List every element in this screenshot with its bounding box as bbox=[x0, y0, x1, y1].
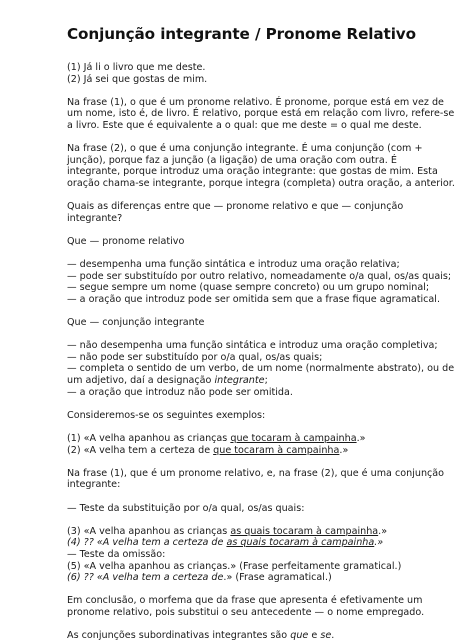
list-item: — pode ser substituído por outro relativo, nomeadamente o/a qual, os/as quais; bbox=[67, 270, 452, 282]
section-heading-conjunction: Que — conjunção integrante bbox=[67, 317, 205, 329]
italic-term: integrante bbox=[214, 375, 265, 387]
example-text: .» (Frase agramatical.) bbox=[223, 572, 332, 584]
paragraph-line: integrante: bbox=[67, 479, 121, 491]
question-line: Quais as diferenças entre que — pronome relativo e que — conjunção bbox=[67, 201, 404, 213]
example-text: (4) ?? « bbox=[67, 537, 103, 549]
example-text: (3) «A velha apanhou as crianças bbox=[67, 525, 231, 537]
paragraph-line: Consideremos-se os seguintes exemplos: bbox=[67, 409, 266, 421]
example-line bbox=[67, 572, 462, 584]
document-page bbox=[67, 24, 462, 642]
list-text: ; bbox=[264, 375, 268, 387]
italic-term: se bbox=[320, 630, 332, 642]
example-text: (1) «A velha apanhou as crianças bbox=[67, 433, 231, 444]
example-text: .» bbox=[356, 433, 366, 444]
paragraph-line: um nome, isto é, de livro. É relativo, porque está em relação com livro, refere-se bbox=[67, 108, 455, 120]
italic-term: que bbox=[290, 630, 309, 642]
paragraph-text: As conjunções subordinativas integrantes são bbox=[67, 630, 291, 642]
paragraph-line: Na frase (2), o que é uma conjunção integrante. É uma conjunção (com + bbox=[67, 143, 423, 155]
list-item: — completa o sentido de um verbo, de um nome (normalmente abstrato), ou de bbox=[67, 363, 455, 375]
underlined-clause: que tocaram à campainha bbox=[213, 444, 340, 456]
paragraph-line: a livro. Este que é equivalente a o qual: que me deste = o qual me deste. bbox=[67, 119, 422, 131]
list-item: — segue sempre um nome (quase sempre concreto) ou um grupo nominal; bbox=[67, 282, 430, 294]
list-item: — a oração que introduz pode ser omitida sem que a frase fique agramatical. bbox=[67, 293, 441, 305]
underlined-clause: as quais tocaram à campainha bbox=[230, 525, 379, 537]
list-item: — a oração que introduz não pode ser omitida. bbox=[67, 386, 293, 398]
example-line: (5) «A velha apanhou as crianças.» (Frase perfeitamente gramatical.) bbox=[67, 560, 402, 572]
list-item bbox=[67, 375, 462, 387]
example-text: A velha tem a certeza de bbox=[102, 537, 227, 549]
paragraph-line: oração chama-se integrante, porque integra (completa) outra oração, a anterior. bbox=[67, 177, 455, 189]
example-line bbox=[67, 445, 462, 457]
paragraph-line: Na frase (1), o que é um pronome relativo. É pronome, porque está em vez de bbox=[67, 96, 444, 108]
paragraph-line: — Teste da substituição por o/a qual, os/as quais: bbox=[67, 502, 305, 514]
example-line: (2) Já sei que gostas de mim. bbox=[67, 73, 208, 85]
paragraph-line: Em conclusão, o morfema que da frase que apresenta é efetivamente um bbox=[67, 595, 423, 607]
underlined-clause: as quais tocaram à campainha bbox=[226, 537, 375, 549]
example-text: .» bbox=[339, 444, 349, 456]
paragraph-line: junção), porque faz a junção (a ligação) de uma oração com outra. É bbox=[67, 154, 397, 166]
paragraph-line: pronome relativo, pois substitui o seu antecedente — o nome empregado. bbox=[67, 606, 425, 618]
italic-example: A velha tem a certeza de bbox=[102, 572, 224, 584]
list-item: — não desempenha uma função sintática e introduz uma oração completiva; bbox=[67, 340, 438, 352]
example-line bbox=[67, 537, 462, 549]
section-heading-relative: Que — pronome relativo bbox=[67, 235, 185, 247]
example-line bbox=[67, 526, 462, 538]
paragraph-line: integrante, porque introduz uma oração integrante: que gostas de mim. Esta bbox=[67, 166, 438, 178]
example-line bbox=[67, 433, 462, 445]
question-line: integrante? bbox=[67, 212, 123, 224]
list-item: — desempenha uma função sintática e introduz uma oração relativa; bbox=[67, 259, 400, 271]
example-text: .» bbox=[374, 537, 384, 549]
paragraph-text: e bbox=[308, 630, 321, 642]
paragraph-text: . bbox=[331, 630, 335, 642]
example-line: (1) Já li o livro que me deste. bbox=[67, 62, 206, 73]
list-text: um adjetivo, daí a designação bbox=[67, 375, 215, 387]
page-title: Conjunção integrante / Pronome Relativo bbox=[67, 25, 416, 43]
list-item: — não pode ser substituído por o/a qual, os/as quais; bbox=[67, 351, 323, 363]
paragraph-line: — Teste da omissão: bbox=[67, 548, 166, 560]
underlined-clause: que tocaram à campainha bbox=[230, 433, 357, 444]
example-text: .» bbox=[378, 525, 388, 537]
example-text: (2) «A velha tem a certeza de bbox=[67, 444, 214, 456]
paragraph-line: Na frase (1), que é um pronome relativo, e, na frase (2), que é uma conjunção bbox=[67, 467, 445, 479]
example-text: (6) ?? « bbox=[67, 572, 103, 584]
